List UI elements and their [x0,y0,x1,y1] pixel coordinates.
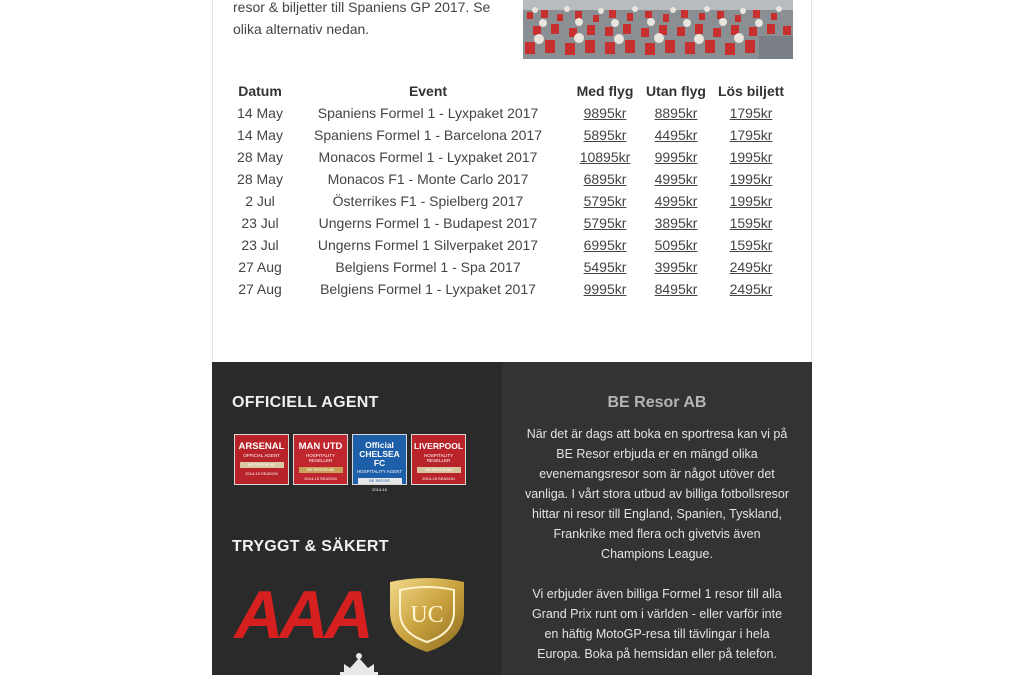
badge-subtitle: HOSPITALITY RESELLER [306,453,335,463]
badge-subtitle: OFFICIAL AGENT [243,453,280,458]
grandstand-photo [523,0,793,59]
event-cell: Österrikes F1 - Spielberg 2017 [332,193,524,209]
aaa-logo-text: AAA [234,580,370,644]
official-agent-heading: OFFICIELL AGENT [232,394,379,411]
event-cell: Ungerns Formel 1 Silverpaket 2017 [317,237,539,253]
price-link-los-biljett[interactable]: 1995kr [729,171,773,187]
aaa-rating-logo [232,580,372,644]
event-cell: Spaniens Formel 1 - Barcelona 2017 [313,127,543,143]
column-header-date: Datum [238,83,282,99]
table-row [233,124,791,146]
badge-name: MAN UTD [298,441,343,452]
date-cell: 27 Aug [238,281,282,297]
table-row [233,234,791,256]
arsenal-agent-badge [234,434,289,485]
price-table [233,80,791,300]
price-link-utan-flyg[interactable]: 8895kr [654,105,698,121]
price-link-utan-flyg[interactable]: 3995kr [654,259,698,275]
uc-gold-logo [386,578,468,654]
badge-subtitle: HOSPITALITY RESELLER [424,453,453,463]
badge-bar: BE RESOR AB [417,467,461,473]
event-cell: Belgiens Formel 1 - Lyxpaket 2017 [320,281,536,297]
price-link-los-biljett[interactable]: 1995kr [729,149,773,165]
table-header-row [233,80,791,102]
table-row [233,146,791,168]
price-link-los-biljett[interactable]: 1995kr [729,193,773,209]
crown-icon [334,652,384,676]
badge-name: LIVERPOOL [413,441,464,451]
table-row [233,212,791,234]
date-cell: 23 Jul [241,237,279,253]
price-link-med-flyg[interactable]: 6895kr [583,171,627,187]
price-link-med-flyg[interactable]: 9995kr [583,281,627,297]
event-cell: Monacos F1 - Monte Carlo 2017 [327,171,529,187]
price-link-med-flyg[interactable]: 5795kr [583,193,627,209]
price-link-los-biljett[interactable]: 1595kr [729,237,773,253]
price-link-utan-flyg[interactable]: 8495kr [654,281,698,297]
chelsea-agent-badge [352,434,407,492]
price-link-utan-flyg[interactable]: 5095kr [654,237,698,253]
date-cell: 28 May [237,149,283,165]
event-cell: Monacos Formel 1 - Lyxpaket 2017 [318,149,538,165]
price-link-med-flyg[interactable]: 9895kr [583,105,627,121]
badge-season: 2014-15 SEASON [245,471,278,476]
table-row [233,278,791,300]
badge-bar: BE RESOR AB [240,462,284,468]
content-card [212,0,812,363]
badge-season: 2014-15 [372,487,387,492]
date-cell: 14 May [237,127,283,143]
price-link-utan-flyg[interactable]: 4995kr [654,171,698,187]
event-cell: Ungerns Formel 1 - Budapest 2017 [318,215,538,231]
price-link-los-biljett[interactable]: 2495kr [729,259,773,275]
liverpool-agent-badge [411,434,466,485]
date-cell: 2 Jul [245,193,275,209]
uc-logo-text: UC [410,602,444,628]
agent-badges [234,434,466,492]
price-link-utan-flyg[interactable]: 4995kr [654,193,698,209]
price-link-med-flyg[interactable]: 5795kr [583,215,627,231]
table-row [233,168,791,190]
price-link-los-biljett[interactable]: 1595kr [729,215,773,231]
date-cell: 28 May [237,171,283,187]
badge-season: 2014-15 SEASON [304,476,337,481]
table-row [233,256,791,278]
badge-bar: BE RESOR [358,478,402,484]
man-utd-agent-badge [293,434,348,485]
table-row [233,102,791,124]
secure-heading: TRYGGT & SÄKERT [232,538,389,555]
price-link-med-flyg[interactable]: 6995kr [583,237,627,253]
badge-name: Official CHELSEA FC [359,440,400,468]
column-header-los-biljett: Lös biljett [717,83,785,99]
footer-right-panel [502,362,812,675]
price-link-utan-flyg[interactable]: 9995kr [654,149,698,165]
price-link-utan-flyg[interactable]: 4495kr [654,127,698,143]
badge-name: ARSENAL [238,441,285,452]
footer-left-panel [212,362,502,675]
price-link-med-flyg[interactable]: 5895kr [583,127,627,143]
event-cell: Belgiens Formel 1 - Spa 2017 [335,259,521,275]
date-cell: 14 May [237,105,283,121]
column-header-med-flyg: Med flyg [576,83,634,99]
price-link-med-flyg[interactable]: 10895kr [579,149,631,165]
price-link-med-flyg[interactable]: 5495kr [583,259,627,275]
about-paragraph-1: När det är dags att boka en sportresa kan vi på BE Resor erbjuda er en mängd olika evenemangsresor som är något utöver det vanliga. I vårt stora utbud av billiga fotbollsresor hittar ni resor till England, Spanien, Tyskland, Frankrike med flera och givetvis även Champions League. [524,427,790,561]
date-cell: 23 Jul [241,215,279,231]
company-heading: BE Resor AB [607,394,707,411]
date-cell: 27 Aug [238,259,282,275]
price-link-los-biljett[interactable]: 1795kr [729,127,773,143]
badge-bar: BE RESOR AB [299,467,343,473]
badge-subtitle: HOSPITALITY AGENT [356,469,403,474]
price-link-utan-flyg[interactable]: 3895kr [654,215,698,231]
price-link-los-biljett[interactable]: 1795kr [729,105,773,121]
intro-text: resor & biljetter till Spaniens GP 2017. Se olika alternativ nedan. [233,0,491,37]
price-link-los-biljett[interactable]: 2495kr [729,281,773,297]
event-cell: Spaniens Formel 1 - Lyxpaket 2017 [317,105,539,121]
column-header-event: Event [408,83,448,99]
badge-season: 2014-15 SEASON [422,476,455,481]
column-header-utan-flyg: Utan flyg [646,83,706,99]
table-row [233,190,791,212]
about-paragraph-2: Vi erbjuder även billiga Formel 1 resor till alla Grand Prix runt om i världen - eller varför inte en häftig MotoGP-resa till tävlingar i hela Europa. Boka på hemsidan eller på telefon. [531,587,783,661]
